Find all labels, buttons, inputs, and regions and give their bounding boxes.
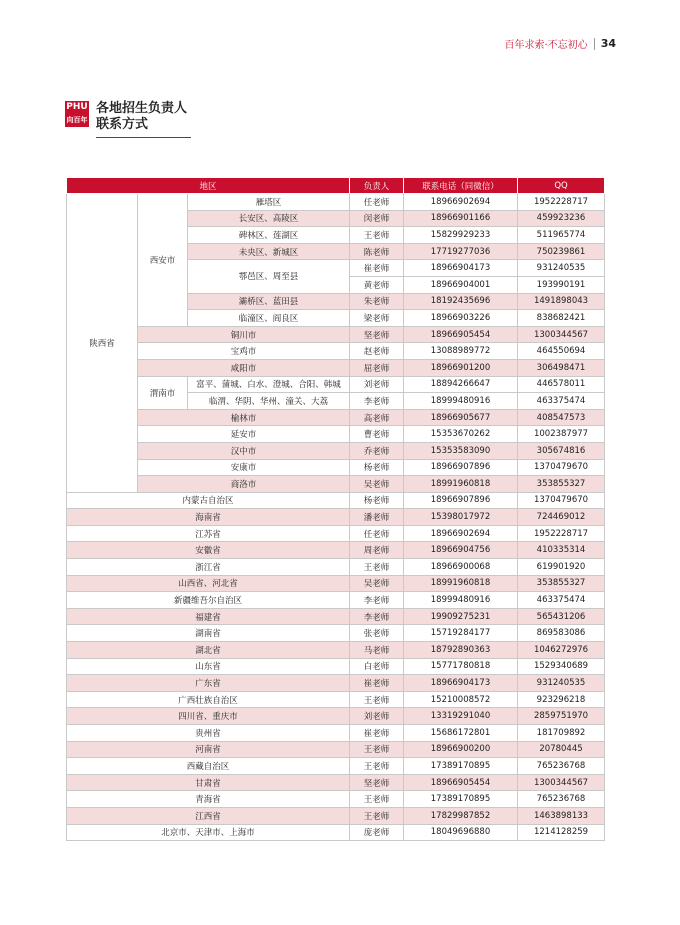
- phone-cell: 18966904173: [404, 675, 518, 692]
- area-cell: 广西壮族自治区: [67, 691, 350, 708]
- logo-text-century: 向百年: [66, 116, 88, 124]
- header-phone: 联系电话（同微信）: [404, 178, 518, 194]
- area-cell: 内蒙古自治区: [67, 492, 350, 509]
- page-number: 34: [600, 37, 616, 50]
- header-person: 负责人: [350, 178, 404, 194]
- city-xian: 西安市: [138, 194, 188, 327]
- person-cell: 赵老师: [350, 343, 404, 360]
- table-row: [67, 194, 605, 211]
- title-underline: [96, 137, 191, 138]
- qq-cell: 1300344567: [518, 326, 605, 343]
- qq-cell: 2859751970: [518, 708, 605, 725]
- phone-cell: 19909275231: [404, 608, 518, 625]
- person-cell: 杨老师: [350, 492, 404, 509]
- area-cell: 雁塔区: [188, 194, 350, 211]
- phone-cell: 18894266647: [404, 376, 518, 393]
- table-row: [67, 459, 605, 476]
- area-cell: 江西省: [67, 807, 350, 824]
- person-cell: 梁老师: [350, 310, 404, 327]
- table-row: [67, 343, 605, 360]
- qq-cell: 446578011: [518, 376, 605, 393]
- qq-cell: 1214128259: [518, 824, 605, 841]
- phone-cell: 18966901166: [404, 210, 518, 227]
- person-cell: 崔老师: [350, 260, 404, 277]
- table-row: [67, 774, 605, 791]
- table-row: [67, 592, 605, 609]
- table-row: [67, 559, 605, 576]
- person-cell: 陈老师: [350, 243, 404, 260]
- qq-cell: 1529340689: [518, 658, 605, 675]
- phu-logo: [65, 101, 89, 127]
- area-cell: 甘肃省: [67, 774, 350, 791]
- table-row: [67, 824, 605, 841]
- phone-cell: 18049696880: [404, 824, 518, 841]
- table-row: [67, 442, 605, 459]
- qq-cell: 1002387977: [518, 426, 605, 443]
- header-divider: [594, 38, 595, 50]
- qq-cell: 1952228717: [518, 525, 605, 542]
- table-row: [67, 608, 605, 625]
- qq-cell: 353855327: [518, 476, 605, 493]
- city-weinan: 渭南市: [138, 376, 188, 409]
- area-cell: 安康市: [138, 459, 350, 476]
- page-header: [505, 36, 617, 51]
- person-cell: 王老师: [350, 741, 404, 758]
- table-row: [67, 791, 605, 808]
- area-cell: 碑林区、莲湖区: [188, 227, 350, 244]
- phone-cell: 18966904756: [404, 542, 518, 559]
- area-cell: 青海省: [67, 791, 350, 808]
- qq-cell: 353855327: [518, 575, 605, 592]
- phone-cell: 18966900068: [404, 559, 518, 576]
- phone-cell: 18991960818: [404, 575, 518, 592]
- qq-cell: 750239861: [518, 243, 605, 260]
- person-cell: 刘老师: [350, 708, 404, 725]
- area-cell: 广东省: [67, 675, 350, 692]
- table-row: [67, 625, 605, 642]
- area-cell: 铜川市: [138, 326, 350, 343]
- table-row: [67, 758, 605, 775]
- person-cell: 王老师: [350, 559, 404, 576]
- qq-cell: 931240535: [518, 675, 605, 692]
- qq-cell: 408547573: [518, 409, 605, 426]
- section-title-line2: 联系方式: [96, 117, 149, 132]
- phone-cell: 18192435696: [404, 293, 518, 310]
- qq-cell: 464550694: [518, 343, 605, 360]
- qq-cell: 410335314: [518, 542, 605, 559]
- area-cell: 未央区、新城区: [188, 243, 350, 260]
- area-cell: 咸阳市: [138, 359, 350, 376]
- area-cell: 江苏省: [67, 525, 350, 542]
- area-cell: 海南省: [67, 509, 350, 526]
- person-cell: 黄老师: [350, 276, 404, 293]
- phone-cell: 15829929233: [404, 227, 518, 244]
- qq-cell: 838682421: [518, 310, 605, 327]
- phone-cell: 17829987852: [404, 807, 518, 824]
- phone-cell: 15210008572: [404, 691, 518, 708]
- phone-cell: 18966900200: [404, 741, 518, 758]
- qq-cell: 765236768: [518, 758, 605, 775]
- phone-cell: 17389170895: [404, 791, 518, 808]
- qq-cell: 724469012: [518, 509, 605, 526]
- phone-cell: 18966904001: [404, 276, 518, 293]
- area-cell: 长安区、高陵区: [188, 210, 350, 227]
- person-cell: 吴老师: [350, 575, 404, 592]
- qq-cell: 923296218: [518, 691, 605, 708]
- phone-cell: 15771780818: [404, 658, 518, 675]
- logo-text-phu: PHU: [66, 102, 88, 112]
- qq-cell: 193990191: [518, 276, 605, 293]
- table-row: [67, 642, 605, 659]
- qq-cell: 20780445: [518, 741, 605, 758]
- qq-cell: 931240535: [518, 260, 605, 277]
- table-row: [67, 525, 605, 542]
- table-row: [67, 376, 605, 393]
- person-cell: 潘老师: [350, 509, 404, 526]
- table-header-row: [67, 178, 605, 194]
- phone-cell: 15398017972: [404, 509, 518, 526]
- table-row: [67, 658, 605, 675]
- person-cell: 王老师: [350, 227, 404, 244]
- person-cell: 庞老师: [350, 824, 404, 841]
- table-row: [67, 708, 605, 725]
- qq-cell: 1491898043: [518, 293, 605, 310]
- person-cell: 屈老师: [350, 359, 404, 376]
- phone-cell: 18966905454: [404, 774, 518, 791]
- phone-cell: 18966902694: [404, 525, 518, 542]
- phone-cell: 18966905677: [404, 409, 518, 426]
- area-cell: 新疆维吾尔自治区: [67, 592, 350, 609]
- phone-cell: 13088989772: [404, 343, 518, 360]
- header-qq: QQ: [518, 178, 605, 194]
- contact-table: [66, 177, 605, 841]
- phone-cell: 15353670262: [404, 426, 518, 443]
- person-cell: 刘老师: [350, 376, 404, 393]
- phone-cell: 18999480916: [404, 393, 518, 410]
- area-cell: 湖南省: [67, 625, 350, 642]
- person-cell: 曹老师: [350, 426, 404, 443]
- area-cell: 浙江省: [67, 559, 350, 576]
- qq-cell: 1463898133: [518, 807, 605, 824]
- phone-cell: 18966905454: [404, 326, 518, 343]
- person-cell: 任老师: [350, 194, 404, 211]
- person-cell: 乔老师: [350, 442, 404, 459]
- person-cell: 任老师: [350, 525, 404, 542]
- phone-cell: 15719284177: [404, 625, 518, 642]
- person-cell: 王老师: [350, 691, 404, 708]
- person-cell: 坚老师: [350, 326, 404, 343]
- area-cell: 富平、蒲城、白水、澄城、合阳、韩城: [188, 376, 350, 393]
- person-cell: 张老师: [350, 625, 404, 642]
- qq-cell: 459923236: [518, 210, 605, 227]
- table-row: [67, 741, 605, 758]
- area-cell: 延安市: [138, 426, 350, 443]
- header-tagline: 百年求索·不忘初心: [504, 40, 588, 51]
- phone-cell: 18792890363: [404, 642, 518, 659]
- area-cell: 临渭、华阴、华州、潼关、大荔: [188, 393, 350, 410]
- phone-cell: 17719277036: [404, 243, 518, 260]
- phone-cell: 18999480916: [404, 592, 518, 609]
- area-cell: 鄠邑区、周至县: [188, 260, 350, 293]
- person-cell: 高老师: [350, 409, 404, 426]
- area-cell: 汉中市: [138, 442, 350, 459]
- qq-cell: 463375474: [518, 393, 605, 410]
- person-cell: 周老师: [350, 542, 404, 559]
- phone-cell: 15353583090: [404, 442, 518, 459]
- person-cell: 崔老师: [350, 725, 404, 742]
- table-row: [67, 691, 605, 708]
- table-row: [67, 476, 605, 493]
- area-cell: 商洛市: [138, 476, 350, 493]
- table-row: [67, 409, 605, 426]
- person-cell: 李老师: [350, 393, 404, 410]
- qq-cell: 181709892: [518, 725, 605, 742]
- phone-cell: 18966901200: [404, 359, 518, 376]
- qq-cell: 1370479670: [518, 459, 605, 476]
- person-cell: 白老师: [350, 658, 404, 675]
- phone-cell: 18966902694: [404, 194, 518, 211]
- person-cell: 王老师: [350, 791, 404, 808]
- person-cell: 王老师: [350, 758, 404, 775]
- table-row: [67, 326, 605, 343]
- qq-cell: 463375474: [518, 592, 605, 609]
- person-cell: 坚老师: [350, 774, 404, 791]
- person-cell: 崔老师: [350, 675, 404, 692]
- area-cell: 山东省: [67, 658, 350, 675]
- qq-cell: 565431206: [518, 608, 605, 625]
- phone-cell: 17389170895: [404, 758, 518, 775]
- qq-cell: 1370479670: [518, 492, 605, 509]
- area-cell: 四川省、重庆市: [67, 708, 350, 725]
- area-cell: 山西省、河北省: [67, 575, 350, 592]
- qq-cell: 1046272976: [518, 642, 605, 659]
- qq-cell: 765236768: [518, 791, 605, 808]
- qq-cell: 619901920: [518, 559, 605, 576]
- area-cell: 西藏自治区: [67, 758, 350, 775]
- person-cell: 朱老师: [350, 293, 404, 310]
- table-row: [67, 575, 605, 592]
- header-region: 地区: [67, 178, 350, 194]
- area-cell: 湖北省: [67, 642, 350, 659]
- qq-cell: 306498471: [518, 359, 605, 376]
- person-cell: 王老师: [350, 807, 404, 824]
- qq-cell: 869583086: [518, 625, 605, 642]
- phone-cell: 18991960818: [404, 476, 518, 493]
- person-cell: 马老师: [350, 642, 404, 659]
- qq-cell: 511965774: [518, 227, 605, 244]
- table-row: [67, 807, 605, 824]
- area-cell: 临潼区、阎良区: [188, 310, 350, 327]
- phone-cell: 15686172801: [404, 725, 518, 742]
- table-row: [67, 426, 605, 443]
- section-title-line1: 各地招生负责人: [96, 101, 188, 116]
- phone-cell: 18966903226: [404, 310, 518, 327]
- table-row: [67, 542, 605, 559]
- person-cell: 闵老师: [350, 210, 404, 227]
- table-row: [67, 725, 605, 742]
- area-cell: 灞桥区、蓝田县: [188, 293, 350, 310]
- area-cell: 河南省: [67, 741, 350, 758]
- person-cell: 杨老师: [350, 459, 404, 476]
- table-row: [67, 492, 605, 509]
- area-cell: 宝鸡市: [138, 343, 350, 360]
- phone-cell: 18966907896: [404, 492, 518, 509]
- phone-cell: 13319291040: [404, 708, 518, 725]
- area-cell: 北京市、天津市、上海市: [67, 824, 350, 841]
- qq-cell: 1952228717: [518, 194, 605, 211]
- person-cell: 李老师: [350, 608, 404, 625]
- province-shaanxi: 陕西省: [67, 194, 138, 493]
- area-cell: 安徽省: [67, 542, 350, 559]
- person-cell: 李老师: [350, 592, 404, 609]
- area-cell: 榆林市: [138, 409, 350, 426]
- table-row: [67, 675, 605, 692]
- table-row: [67, 509, 605, 526]
- area-cell: 贵州省: [67, 725, 350, 742]
- qq-cell: 1300344567: [518, 774, 605, 791]
- table-row: [67, 359, 605, 376]
- phone-cell: 18966907896: [404, 459, 518, 476]
- qq-cell: 305674816: [518, 442, 605, 459]
- section-title: [96, 101, 187, 133]
- area-cell: 福建省: [67, 608, 350, 625]
- person-cell: 吴老师: [350, 476, 404, 493]
- phone-cell: 18966904173: [404, 260, 518, 277]
